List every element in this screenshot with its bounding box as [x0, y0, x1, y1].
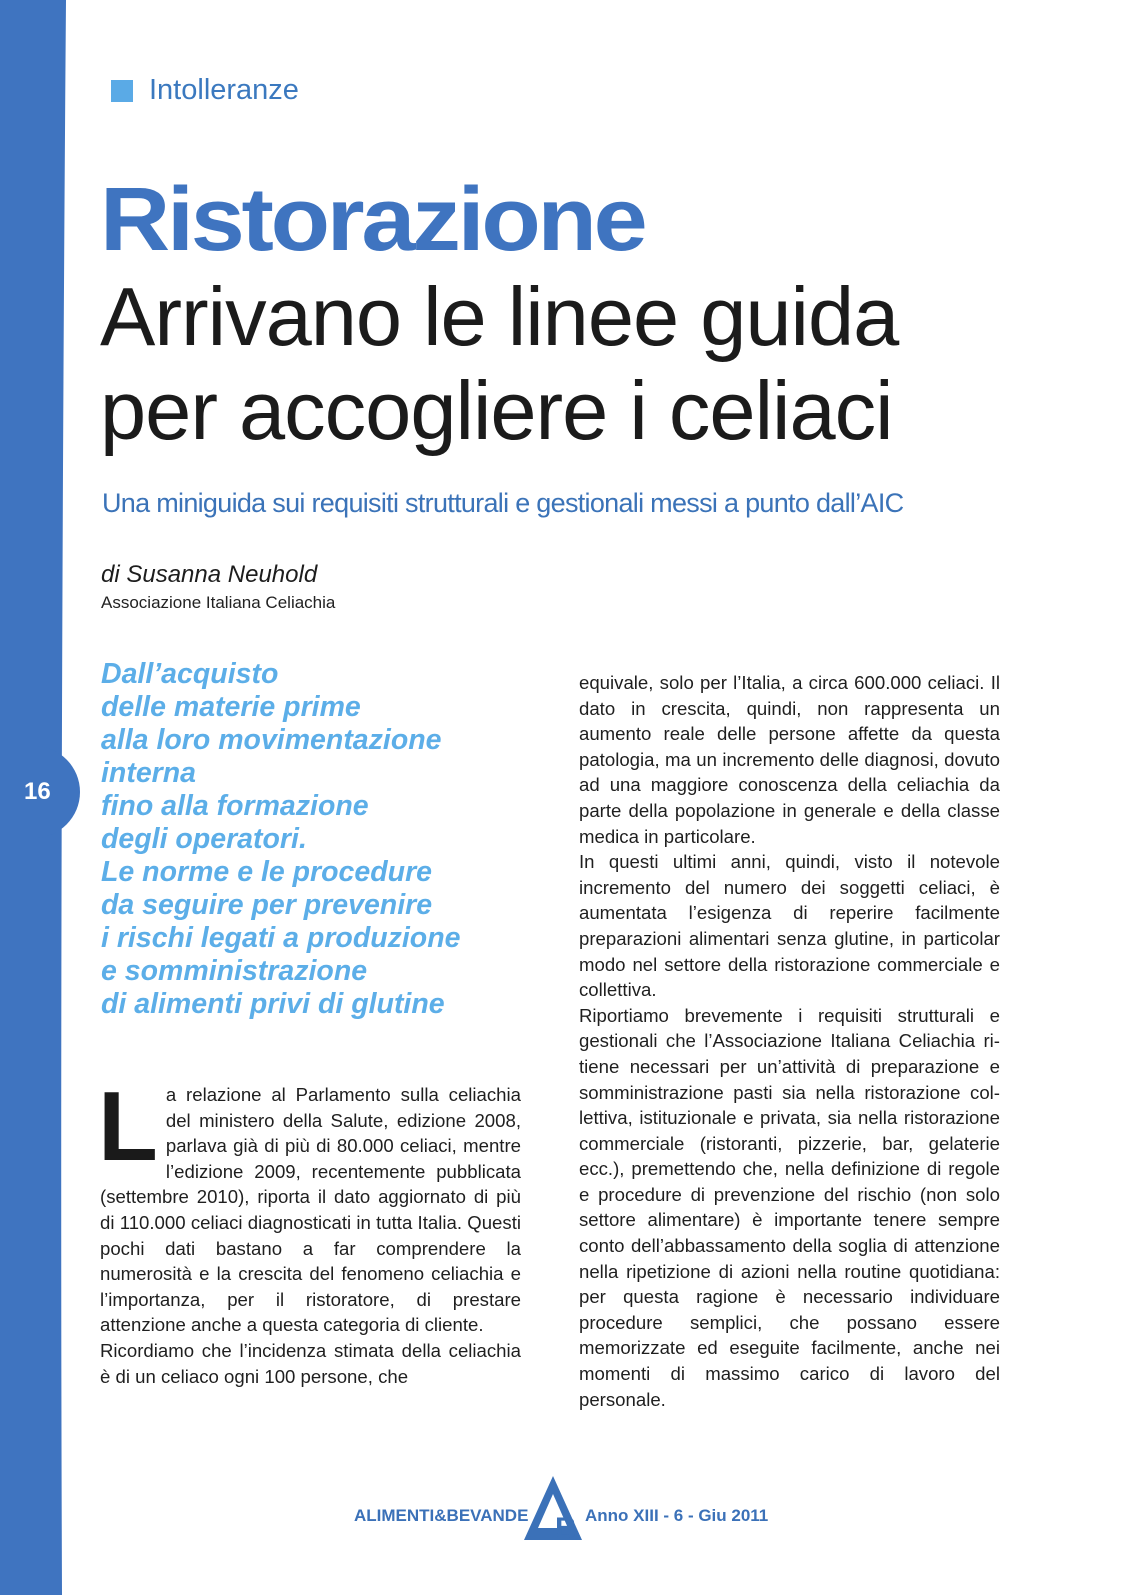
footer-publication: ALIMENTI&BEVANDE: [354, 1506, 529, 1525]
lead-text: [101, 658, 541, 1021]
lead-line: fino alla formazione: [101, 790, 369, 822]
author-organization: Associazione Italiana Celiachia: [101, 593, 336, 612]
lead-line: Dall’acquisto: [101, 658, 279, 690]
square-bullet-icon: [111, 80, 133, 102]
logo-letter: B: [555, 1512, 577, 1542]
byline: [101, 561, 335, 613]
body-paragraph: [98, 1071, 521, 1338]
headline-kicker: Ristorazione: [100, 170, 645, 270]
body-paragraph: In questi ultimi anni, quindi, visto il notevole incremento del numero dei soggetti celiaci, è aumentata l’esigenza di reperire facilmente preparazioni alimentari senza glutine, in particolar modo nel settore della ristorazione commerciale e collettiva.: [579, 851, 1000, 1001]
body-paragraph-text: a relazione al Parlamento sulla celiachia del ministero della Salute, edizione 2008, parlava già di più di 80.000 celiaci, mentre l’edizione 2009, recentemente pubblicata (settembre 2010), riporta il dato aggiornato di più di 110.000 celiaci diagnosticati in tutta Italia. Questi pochi dati bastano a far comprendere la numerosità e la crescita del fenomeno celiachia e l’importanza, per il ristoratore, di prestare attenzione anche a questa categoria di cliente.: [100, 1084, 521, 1336]
lead-line: interna: [101, 757, 197, 789]
lead-line: di alimenti privi di glutine: [101, 988, 445, 1020]
headline-title-line: Arrivano le linee guida: [100, 270, 899, 363]
headline-title-line: per accogliere i celiaci: [100, 364, 893, 457]
section-label: Intolleranze: [149, 74, 299, 106]
headline-title: [100, 270, 1090, 458]
lead-line: i rischi legati a produzione: [101, 922, 461, 954]
author-name: di Susanna Neuhold: [101, 561, 318, 588]
lead-line: Le norme e le procedure: [101, 856, 433, 888]
drop-cap: L: [98, 1071, 158, 1181]
body-paragraph: Riportiamo brevemente i requisiti strutturali e gestionali che l’Associazione Italiana Celiachia ritiene necessari per un’attività di preparazione e somministrazione pasti sia nella ristorazione collettiva, istituzionale e privata, sia nella ristorazione commerciale (ristoranti, pizzerie, bar, gelaterie ecc.), premettendo che, nella definizione di regole e procedure di prevenzione del rischio (non solo settore alimentare) è importante tenere sempre conto dell’abbassamento della soglia di attenzione nella ripetizione di azioni nella routine quotidiana: per questa ragione è necessario individuare procedure semplici, che possano essere memorizzate ed eseguite facilmente, anche nei momenti di massimo carico di lavoro del personale.: [579, 1004, 1000, 1410]
body-paragraph: equivale, solo per l’Italia, a circa 600.000 celiaci. Il dato in crescita, quindi, non rappresenta un aumento reale delle persone affette da questa patologia, ma un incremento delle diagnosi, dovuto ad una maggiore conoscenza della celiachia da parte della popolazione in generale e della classe medica in particolare.: [579, 672, 1000, 847]
headline: [100, 172, 1090, 458]
body-column-right: [579, 670, 1000, 1412]
lead-line: e somministrazione: [101, 955, 368, 987]
lead-line: da seguire per prevenire: [101, 889, 433, 921]
lead-line: alla loro movimentazione: [101, 724, 442, 756]
page-number: 16: [24, 778, 51, 805]
footer-issue: Anno XIII - 6 - Giu 2011: [585, 1506, 769, 1525]
page-footer: [0, 1472, 1122, 1542]
publication-triangle-logo-icon: [522, 1472, 584, 1542]
body-paragraph: Ricordiamo che l’incidenza stimata della celiachia è di un celiaco ogni 100 persone, che: [100, 1339, 521, 1387]
section-tag: [111, 74, 299, 107]
body-column-left: [98, 1071, 521, 1389]
subtitle: Una miniguida sui requisiti strutturali e gestionali messi a punto dall’AIC: [102, 488, 904, 518]
lead-line: delle materie prime: [101, 691, 361, 723]
lead-line: degli operatori.: [101, 823, 307, 855]
